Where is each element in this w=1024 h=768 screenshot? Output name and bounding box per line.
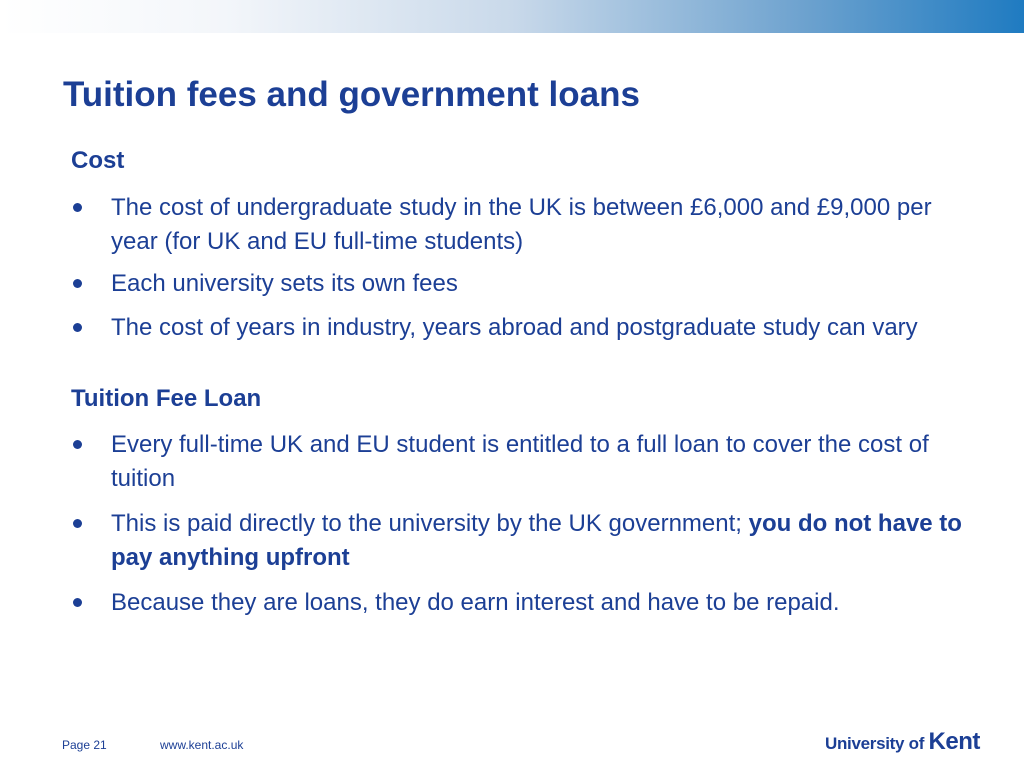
bullet-text: The cost of years in industry, years abroad and postgraduate study can vary: [111, 314, 918, 341]
bullet-text: The cost of undergraduate study in the UK is between £6,000 and £9,000 per year (for UK and EU full-time students): [111, 194, 932, 255]
section-cost: [71, 144, 971, 345]
top-gradient-band: [0, 0, 1024, 33]
bullet-text: Every full-time UK and EU student is entitled to a full loan to cover the cost of tuition: [111, 431, 929, 492]
list-item: [71, 311, 971, 345]
bullet-text: This is paid directly to the university by the UK government;: [111, 510, 749, 537]
bullet-list-cost: [71, 191, 971, 345]
slide-content: [71, 140, 971, 620]
list-item: [71, 586, 971, 620]
logo-kent-text: Kent: [928, 728, 980, 755]
section-heading-tuition-fee-loan: Tuition Fee Loan: [71, 385, 262, 412]
bullet-text: Because they are loans, they do earn interest and have to be repaid.: [111, 589, 840, 616]
list-item: [71, 507, 971, 575]
bullet-icon: [73, 598, 82, 607]
bullet-icon: [73, 323, 82, 332]
bullet-icon: [73, 519, 82, 528]
page-number: Page 21: [62, 738, 107, 752]
slide-title: Tuition fees and government loans: [63, 75, 640, 114]
bullet-text: Each university sets its own fees: [111, 270, 458, 297]
list-item: [71, 267, 971, 301]
university-of-kent-logo: [825, 728, 980, 756]
logo-university-text: University of: [825, 734, 925, 753]
footer-url: www.kent.ac.uk: [160, 738, 244, 752]
list-item: [71, 191, 971, 259]
bullet-emphasis-text: you do not have to pay anything upfront: [111, 510, 962, 571]
bullet-icon: [73, 203, 82, 212]
bullet-list-tuition-fee-loan: [71, 428, 971, 620]
bullet-icon: [73, 279, 82, 288]
list-item: [71, 428, 971, 496]
section-tuition-fee-loan: [71, 382, 971, 620]
section-heading-cost: Cost: [71, 147, 125, 174]
bullet-icon: [73, 440, 82, 449]
